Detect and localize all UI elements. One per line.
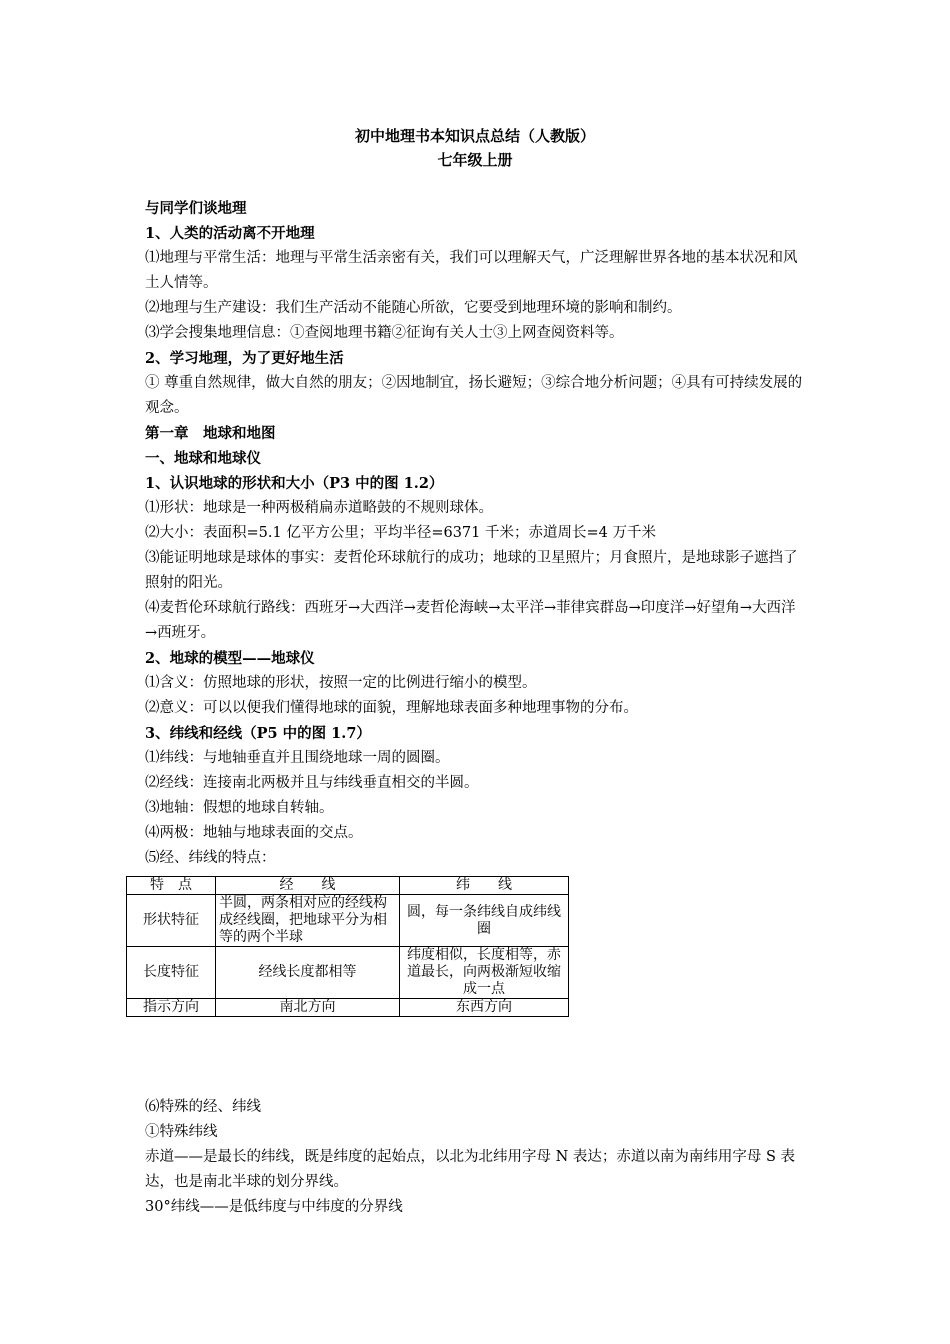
table-cell: 南北方向 bbox=[216, 999, 400, 1017]
section-heading: 1、人类的活动离不开地理 bbox=[145, 225, 315, 242]
paragraph: ⑴形状：地球是一种两极稍扁赤道略鼓的不规则球体。 bbox=[145, 500, 493, 516]
paragraph: ⑷两极：地轴与地球表面的交点。 bbox=[145, 825, 363, 841]
spacer bbox=[145, 1017, 805, 1095]
subsection-heading: 2、地球的模型——地球仪 bbox=[145, 650, 315, 667]
paragraph: ⑴地理与平常生活：地理与平常生活亲密有关，我们可以理解天气，广泛理解世界各地的基本状况和风土人情等。 bbox=[145, 250, 798, 291]
paragraph: ⑹特殊的经、纬线 bbox=[145, 1099, 261, 1115]
table-row bbox=[127, 895, 569, 947]
section-heading: 一、地球和地球仪 bbox=[145, 450, 261, 467]
subsection-heading: 1、认识地球的形状和大小（P3 中的图 1.2） bbox=[145, 475, 444, 492]
paragraph: ⑵经线：连接南北两极并且与纬线垂直相交的半圆。 bbox=[145, 775, 479, 791]
table-header-cell: 特 点 bbox=[127, 877, 216, 895]
document-title: 初中地理书本知识点总结（人教版） bbox=[354, 127, 595, 145]
table-cell: 纬度相似，长度相等，赤道最长，向两极渐短收缩成一点 bbox=[400, 947, 569, 999]
intro-heading: 与同学们谈地理 bbox=[145, 200, 247, 217]
paragraph: 30°纬线——是低纬度与中纬度的分界线 bbox=[145, 1199, 403, 1215]
paragraph: ⑸经、纬线的特点： bbox=[145, 850, 276, 866]
table-cell: 指示方向 bbox=[127, 999, 216, 1017]
paragraph: ⑶能证明地球是球体的事实：麦哲伦环球航行的成功；地球的卫星照片；月食照片，是地球影子遮挡了照射的阳光。 bbox=[145, 550, 798, 591]
table-row bbox=[127, 947, 569, 999]
table-cell: 圆，每一条纬线自成纬线圈 bbox=[400, 895, 569, 947]
table-cell: 半圆，两条相对应的经线构成经线圈，把地球平分为相等的两个半球 bbox=[216, 895, 400, 947]
table-cell: 形状特征 bbox=[127, 895, 216, 947]
section-heading: 2、学习地理，为了更好地生活 bbox=[145, 350, 344, 367]
paragraph: ① 尊重自然规律，做大自然的朋友；②因地制宜，扬长避短；③综合地分析问题；④具有可持续发展的观念。 bbox=[145, 375, 803, 416]
document-subtitle: 七年级上册 bbox=[437, 151, 513, 169]
table-header-cell: 经 线 bbox=[216, 877, 400, 895]
paragraph: ⑵大小：表面积=5.1 亿平方公里；平均半径=6371 千米；赤道周长=4 万千米 bbox=[145, 525, 656, 541]
paragraph: ⑶地轴：假想的地球自转轴。 bbox=[145, 800, 334, 816]
table-header-row bbox=[127, 877, 569, 895]
table-row bbox=[127, 999, 569, 1017]
subsection-heading: 3、纬线和经线（P5 中的图 1.7） bbox=[145, 725, 371, 742]
paragraph: ⑶学会搜集地理信息：①查阅地理书籍②征询有关人士③上网查阅资料等。 bbox=[145, 325, 624, 341]
paragraph: ⑵意义：可以以便我们懂得地球的面貌，理解地球表面多种地理事物的分布。 bbox=[145, 700, 638, 716]
paragraph: ⑴含义：仿照地球的形状，按照一定的比例进行缩小的模型。 bbox=[145, 675, 537, 691]
table-cell: 经线长度都相等 bbox=[216, 947, 400, 999]
paragraph: ⑷麦哲伦环球航行路线：西班牙→大西洋→麦哲伦海峡→太平洋→菲律宾群岛→印度洋→好望角→大西洋→西班牙。 bbox=[145, 600, 796, 641]
table-header-cell: 纬 线 bbox=[400, 877, 569, 895]
paragraph: 赤道——是最长的纬线，既是纬度的起始点，以北为北纬用字母 N 表达；赤道以南为南纬用字母 S 表达，也是南北半球的划分界线。 bbox=[145, 1149, 796, 1190]
paragraph: ⑴纬线：与地轴垂直并且围绕地球一周的圆圈。 bbox=[145, 750, 450, 766]
paragraph: ⑵地理与生产建设：我们生产活动不能随心所欲，它要受到地理环境的影响和制约。 bbox=[145, 300, 682, 316]
table-cell: 长度特征 bbox=[127, 947, 216, 999]
paragraph: ①特殊纬线 bbox=[145, 1124, 218, 1140]
table-cell: 东西方向 bbox=[400, 999, 569, 1017]
features-table bbox=[126, 876, 569, 1017]
chapter-heading: 第一章 地球和地图 bbox=[145, 425, 276, 442]
document-page bbox=[145, 124, 805, 1220]
